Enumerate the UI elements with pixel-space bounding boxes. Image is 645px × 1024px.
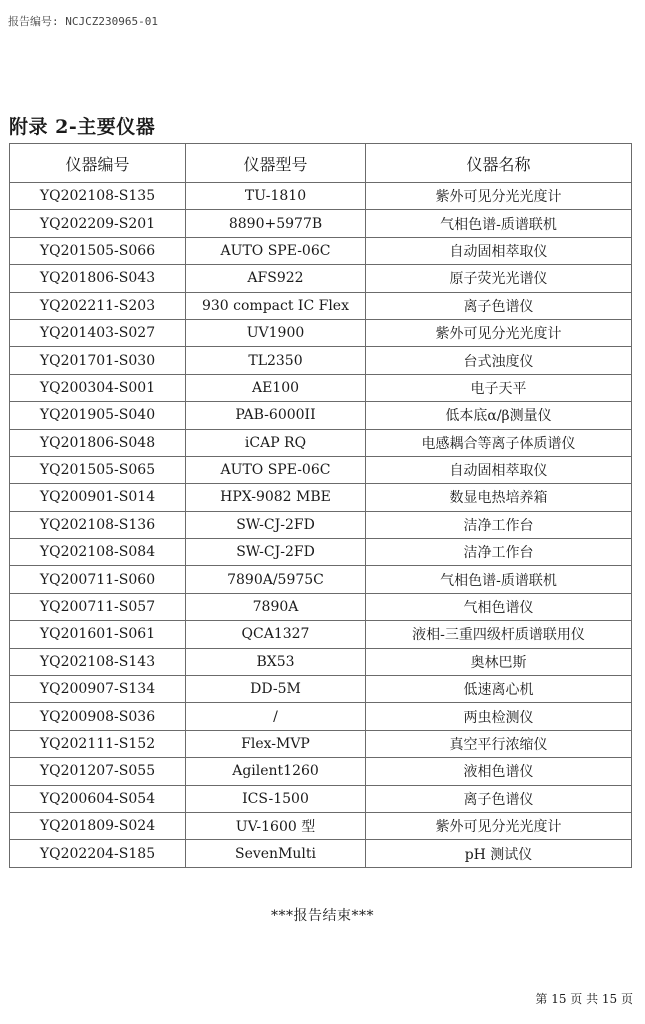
instrument-name-cell: 紫外可见分光光度计 [366, 183, 632, 210]
table-row [10, 539, 632, 566]
instrument-id-cell: YQ202209-S201 [10, 210, 186, 237]
instrument-model-cell: / [186, 703, 366, 730]
instrument-id-cell: YQ202108-S136 [10, 511, 186, 538]
instrument-id-cell: YQ201905-S040 [10, 402, 186, 429]
instrument-name-cell: 数显电热培养箱 [366, 484, 632, 511]
table-row [10, 676, 632, 703]
instrument-model-cell: QCA1327 [186, 621, 366, 648]
table-row [10, 593, 632, 620]
instrument-model-cell: 7890A [186, 593, 366, 620]
table-row [10, 319, 632, 346]
instrument-name-cell: 电感耦合等离子体质谱仪 [366, 429, 632, 456]
table-row [10, 374, 632, 401]
table-row [10, 812, 632, 839]
table-header [10, 144, 632, 183]
table-row [10, 758, 632, 785]
instrument-id-cell: YQ201505-S065 [10, 456, 186, 483]
instrument-name-cell: 电子天平 [366, 374, 632, 401]
instrument-name-cell: 离子色谱仪 [366, 785, 632, 812]
instrument-id-cell: YQ202111-S152 [10, 730, 186, 757]
instrument-model-cell: SevenMulti [186, 840, 366, 867]
instrument-id-cell: YQ202108-S135 [10, 183, 186, 210]
instrument-name-cell: 台式浊度仪 [366, 347, 632, 374]
table-row [10, 237, 632, 264]
table-row [10, 566, 632, 593]
column-header-instrument-model: 仪器型号 [186, 144, 366, 183]
instrument-model-cell: ICS-1500 [186, 785, 366, 812]
table-row [10, 511, 632, 538]
table-row [10, 292, 632, 319]
instrument-name-cell: 洁净工作台 [366, 511, 632, 538]
instrument-model-cell: UV-1600 型 [186, 812, 366, 839]
instrument-id-cell: YQ200711-S060 [10, 566, 186, 593]
instrument-name-cell: 气相色谱-质谱联机 [366, 210, 632, 237]
instrument-id-cell: YQ200908-S036 [10, 703, 186, 730]
table-row [10, 730, 632, 757]
instrument-model-cell: HPX-9082 MBE [186, 484, 366, 511]
instrument-model-cell: UV1900 [186, 319, 366, 346]
section-title: 附录 2-主要仪器 [9, 116, 156, 138]
instrument-model-cell: TU-1810 [186, 183, 366, 210]
instrument-id-cell: YQ201601-S061 [10, 621, 186, 648]
instrument-name-cell: 低速离心机 [366, 676, 632, 703]
instrument-id-cell: YQ200711-S057 [10, 593, 186, 620]
column-header-instrument-id: 仪器编号 [10, 144, 186, 183]
instrument-name-cell: 低本底α/β测量仪 [366, 402, 632, 429]
table-row [10, 456, 632, 483]
instrument-id-cell: YQ201809-S024 [10, 812, 186, 839]
instrument-id-cell: YQ201505-S066 [10, 237, 186, 264]
instrument-model-cell: Agilent1260 [186, 758, 366, 785]
instrument-model-cell: SW-CJ-2FD [186, 511, 366, 538]
instrument-table [9, 143, 632, 868]
table-row [10, 703, 632, 730]
instrument-model-cell: 930 compact IC Flex [186, 292, 366, 319]
table-row [10, 347, 632, 374]
instrument-id-cell: YQ200604-S054 [10, 785, 186, 812]
instrument-id-cell: YQ202204-S185 [10, 840, 186, 867]
table-row [10, 785, 632, 812]
instrument-id-cell: YQ202211-S203 [10, 292, 186, 319]
table-row [10, 484, 632, 511]
instrument-model-cell: SW-CJ-2FD [186, 539, 366, 566]
instrument-name-cell: 洁净工作台 [366, 539, 632, 566]
instrument-id-cell: YQ200907-S134 [10, 676, 186, 703]
instrument-model-cell: AUTO SPE-06C [186, 456, 366, 483]
instrument-model-cell: AUTO SPE-06C [186, 237, 366, 264]
instrument-model-cell: PAB-6000II [186, 402, 366, 429]
instrument-id-cell: YQ201207-S055 [10, 758, 186, 785]
instrument-name-cell: 两虫检测仪 [366, 703, 632, 730]
instrument-name-cell: 气相色谱-质谱联机 [366, 566, 632, 593]
instrument-id-cell: YQ201701-S030 [10, 347, 186, 374]
instrument-id-cell: YQ202108-S084 [10, 539, 186, 566]
instrument-name-cell: 紫外可见分光光度计 [366, 812, 632, 839]
instrument-model-cell: iCAP RQ [186, 429, 366, 456]
instrument-model-cell: 7890A/5975C [186, 566, 366, 593]
instrument-name-cell: 原子荧光光谱仪 [366, 265, 632, 292]
instrument-model-cell: Flex-MVP [186, 730, 366, 757]
instrument-id-cell: YQ200901-S014 [10, 484, 186, 511]
table-body [10, 183, 632, 868]
instrument-model-cell: DD-5M [186, 676, 366, 703]
table-row [10, 621, 632, 648]
instrument-name-cell: 气相色谱仪 [366, 593, 632, 620]
table-row [10, 429, 632, 456]
column-header-instrument-name: 仪器名称 [366, 144, 632, 183]
page-number: 第 15 页 共 15 页 [535, 992, 633, 1006]
instrument-model-cell: TL2350 [186, 347, 366, 374]
instrument-name-cell: 离子色谱仪 [366, 292, 632, 319]
instrument-model-cell: 8890+5977B [186, 210, 366, 237]
instrument-name-cell: 奥林巴斯 [366, 648, 632, 675]
table-row [10, 402, 632, 429]
instrument-id-cell: YQ202108-S143 [10, 648, 186, 675]
instrument-id-cell: YQ201403-S027 [10, 319, 186, 346]
instrument-id-cell: YQ201806-S048 [10, 429, 186, 456]
instrument-name-cell: 液相色谱仪 [366, 758, 632, 785]
instrument-name-cell: pH 测试仪 [366, 840, 632, 867]
table-row [10, 648, 632, 675]
table-row [10, 840, 632, 867]
instrument-name-cell: 自动固相萃取仪 [366, 237, 632, 264]
table-header-row [10, 144, 632, 183]
instrument-name-cell: 紫外可见分光光度计 [366, 319, 632, 346]
instrument-name-cell: 真空平行浓缩仪 [366, 730, 632, 757]
instrument-model-cell: BX53 [186, 648, 366, 675]
report-number: 报告编号: NCJCZ230965-01 [8, 15, 158, 28]
instrument-model-cell: AFS922 [186, 265, 366, 292]
instrument-id-cell: YQ200304-S001 [10, 374, 186, 401]
instrument-id-cell: YQ201806-S043 [10, 265, 186, 292]
instrument-name-cell: 液相-三重四级杆质谱联用仪 [366, 621, 632, 648]
table-row [10, 183, 632, 210]
table-row [10, 265, 632, 292]
instrument-model-cell: AE100 [186, 374, 366, 401]
report-end-mark: ***报告结束*** [271, 908, 374, 924]
instrument-name-cell: 自动固相萃取仪 [366, 456, 632, 483]
table-row [10, 210, 632, 237]
